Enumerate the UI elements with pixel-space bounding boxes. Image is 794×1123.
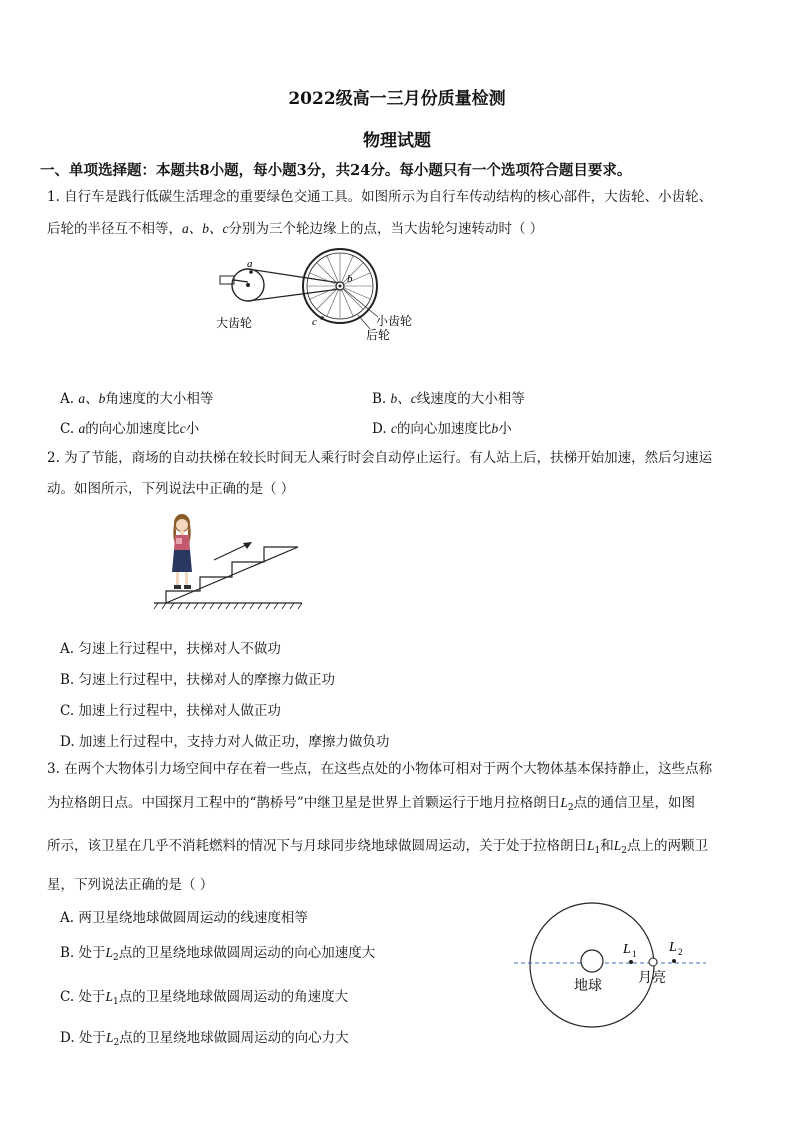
q2-text-line1: 2. 为了节能，商场的自动扶梯在较长时间无人乘行时会自动停止运行。有人站上后，扶梯开始加速，然后匀速运 (47, 450, 713, 466)
q3-text-line1: 3. 在两个大物体引力场空间中存在着一些点，在这些点处的小物体可相对于两个大物体基本保持静止，这些点称 (47, 761, 713, 777)
label-c: c (312, 316, 317, 328)
q1-option-c: C. a的向心加速度比c小 (60, 421, 200, 437)
moon-icon (649, 958, 657, 966)
label-rear-wheel: 后轮 (366, 328, 391, 342)
q2-option-b: B. 匀速上行过程中，扶梯对人的摩擦力做正功 (60, 672, 336, 688)
q3-text-line3: 所示，该卫星在几乎不消耗燃料的情况下与月球同步绕地球做圆周运动，关于处于拉格朗日$L_1$和$L_2$点上的两颗卫 (47, 838, 708, 856)
q1-text-line2: 后轮的半径互不相等，a、b、c分别为三个轮边缘上的点，当大齿轮匀速转动时（ ） (47, 221, 544, 237)
l2-point (672, 959, 676, 963)
section-heading: 一、单项选择题：本题共8小题，每小题3分，共24分。每小题只有一个选项符合题目要求。 (40, 162, 632, 179)
q3-option-c: C. 处于$L_1$点的卫星绕地球做圆周运动的角速度大 (60, 989, 349, 1007)
label-small-gear: 小齿轮 (376, 314, 413, 328)
q1-text-line1: 1. 自行车是践行低碳生活理念的重要绿色交通工具。如图所示为自行车传动结构的核心部件，大齿轮、小齿轮、 (47, 189, 713, 205)
earth-label: 地球 (574, 978, 602, 994)
q3-option-d: D. 处于$L_2$点的卫星绕地球做圆周运动的向心力大 (60, 1030, 349, 1048)
moon-label: 月亮 (638, 970, 666, 986)
q3-text-line4: 星，下列说法正确的是（ ） (47, 877, 214, 893)
svg-text:1: 1 (632, 949, 637, 959)
lagrange-diagram (510, 895, 710, 1055)
q2-text-line2: 动。如图所示，下列说法中正确的是（ ） (47, 481, 295, 497)
label-a: a (247, 258, 253, 270)
label-big-gear: 大齿轮 (216, 316, 253, 330)
q1-option-d: D. c的向心加速度比b小 (372, 421, 512, 437)
bicycle-diagram (200, 245, 440, 345)
q2-option-a: A. 匀速上行过程中，扶梯对人不做功 (60, 641, 281, 657)
q2-option-d: D. 加速上行过程中，支持力对人做正功，摩擦力做负功 (60, 734, 390, 750)
page-subtitle: 物理试题 (363, 131, 431, 151)
escalator-diagram (152, 510, 312, 612)
person-icon (172, 514, 192, 589)
q3-option-b: B. 处于$L_2$点的卫星绕地球做圆周运动的向心加速度大 (60, 945, 376, 963)
earth-icon (581, 950, 603, 972)
l1-point (629, 960, 633, 964)
page-title: 2022级高一三月份质量检测 (288, 89, 506, 109)
q1-option-b: B. b、c线速度的大小相等 (372, 391, 525, 407)
svg-text:L: L (623, 942, 631, 957)
q3-option-a: A. 两卫星绕地球做圆周运动的线速度相等 (60, 910, 308, 926)
q1-option-a: A. a、b角速度的大小相等 (60, 391, 214, 407)
label-b: b (347, 273, 353, 285)
svg-text:L: L (669, 940, 677, 955)
q3-text-line2: 为拉格朗日点。中国探月工程中的“鹊桥号”中继卫星是世界上首颗运行于地月拉格朗日$L_2$点的通信卫星，如图 (47, 795, 696, 813)
svg-text:2: 2 (678, 947, 683, 957)
q2-option-c: C. 加速上行过程中，扶梯对人做正功 (60, 703, 281, 719)
